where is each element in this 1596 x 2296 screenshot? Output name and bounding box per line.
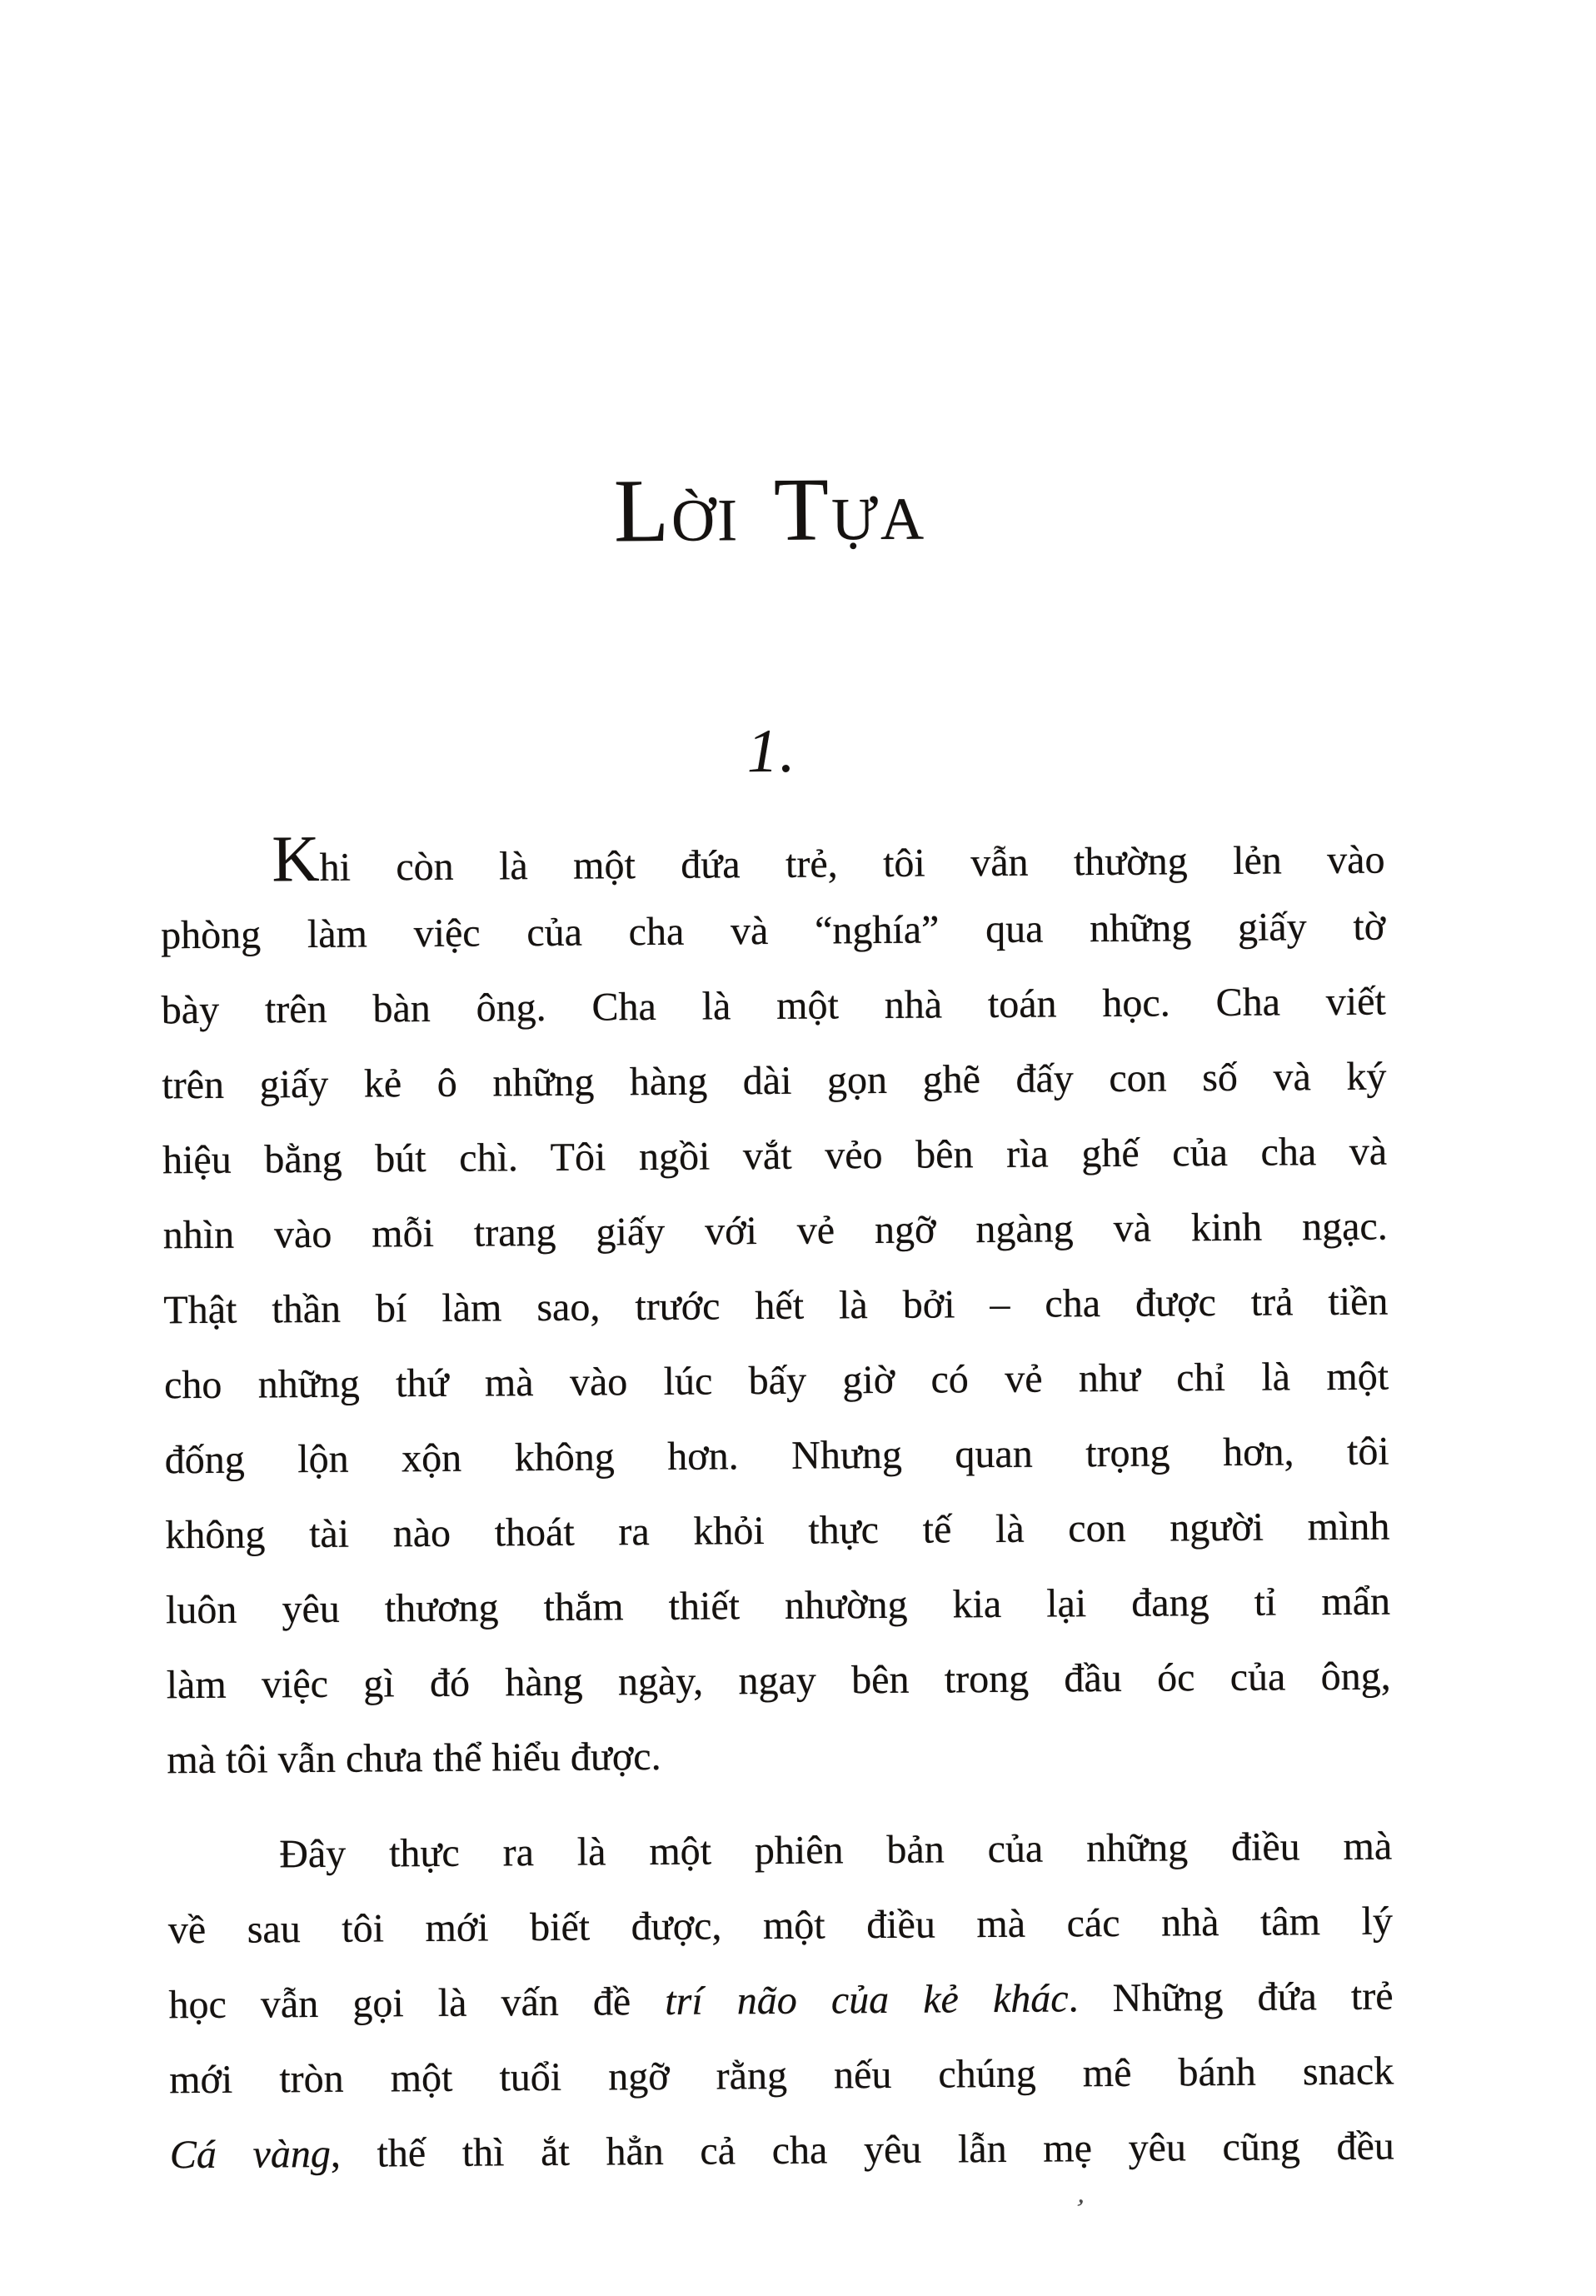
text-line	[164, 1340, 1389, 1424]
text-block	[154, 0, 1395, 2296]
text-line	[165, 1490, 1390, 1574]
paragraph	[167, 1809, 1394, 2194]
text-line	[162, 1040, 1387, 1124]
title-smallcaps-2: ỰA	[830, 485, 927, 553]
text-line	[161, 965, 1386, 1049]
text-line	[168, 1884, 1394, 1969]
paragraph-initial: K	[272, 822, 320, 896]
text-line	[166, 1640, 1391, 1724]
text-line	[170, 2109, 1395, 2194]
text-run: hi còn là một đứa trẻ, tôi vẫn thường lẻn vào	[319, 837, 1385, 890]
italic-run: trí não của kẻ khác	[665, 1976, 1069, 2024]
text-run: học vẫn gọi là vấn đề	[168, 1979, 666, 2028]
section-number: 1.	[746, 716, 797, 786]
text-run: , thế thì ắt hẳn cả cha yêu lẫn mẹ yêu cũng đều	[330, 2124, 1395, 2176]
text-run: nhìn vào mỗi trang giấy với vẻ ngỡ ngàng và kinh ngạc.	[162, 1204, 1388, 1258]
text-run: đống lộn xộn không hơn. Nhưng quan trọng hơn, tôi	[164, 1429, 1389, 1483]
text-line	[167, 1715, 1392, 1799]
text-run: bày trên bàn ông. Cha là một nhà toán học. Cha viết	[161, 979, 1386, 1033]
text-run: Thật thần bí làm sao, trước hết là bởi – cha được trả tiền	[163, 1279, 1389, 1333]
text-line	[167, 1809, 1393, 1894]
title-initial-2: T	[773, 460, 832, 560]
italic-run: Cá vàng	[169, 2131, 332, 2178]
text-run: không tài nào thoát ra khỏi thực tế là con người mình	[165, 1504, 1390, 1558]
text-line	[168, 1959, 1394, 2044]
text-run: về sau tôi mới biết được, một điều mà các nhà tâm lý	[167, 1899, 1394, 1953]
text-line	[161, 890, 1386, 974]
text-run: mới tròn một tuổi ngỡ rằng nếu chúng mê bánh snack	[169, 2049, 1394, 2103]
text-run: Đây thực ra là một phiên bản của những điều mà	[279, 1824, 1393, 1877]
text-run: luôn yêu thương thắm thiết nhường kia lại đang tỉ mẩn	[165, 1579, 1391, 1633]
text-run: làm việc gì đó hàng ngày, ngay bên trong đầu óc của ông,	[166, 1654, 1391, 1708]
scan-artifact-mark: ʼ	[1071, 2192, 1088, 2224]
text-line	[163, 1265, 1389, 1349]
text-line	[164, 1415, 1389, 1499]
text-line	[162, 1190, 1388, 1274]
text-line	[162, 1115, 1388, 1199]
text-run: hiệu bằng bút chì. Tôi ngồi vắt vẻo bên rìa ghế của cha và	[162, 1129, 1388, 1183]
title-initial-1: L	[613, 461, 672, 562]
text-line	[160, 815, 1385, 899]
text-run: . Những đứa trẻ	[1068, 1974, 1394, 2021]
text-run: phòng làm việc của cha và “nghía” qua những giấy tờ	[160, 904, 1386, 958]
text-line	[169, 2034, 1394, 2119]
paragraph	[160, 815, 1392, 1799]
text-run: trên giấy kẻ ô những hàng dài gọn ghẽ đấy con số và ký	[162, 1054, 1387, 1108]
text-run: cho những thứ mà vào lúc bấy giờ có vẻ như chỉ là một	[163, 1354, 1389, 1408]
text-run: mà tôi vẫn chưa thể hiểu được.	[167, 1734, 661, 1783]
text-line	[166, 1565, 1391, 1649]
page-title	[157, 462, 1383, 561]
title-smallcaps-1: ỜI	[671, 487, 741, 554]
